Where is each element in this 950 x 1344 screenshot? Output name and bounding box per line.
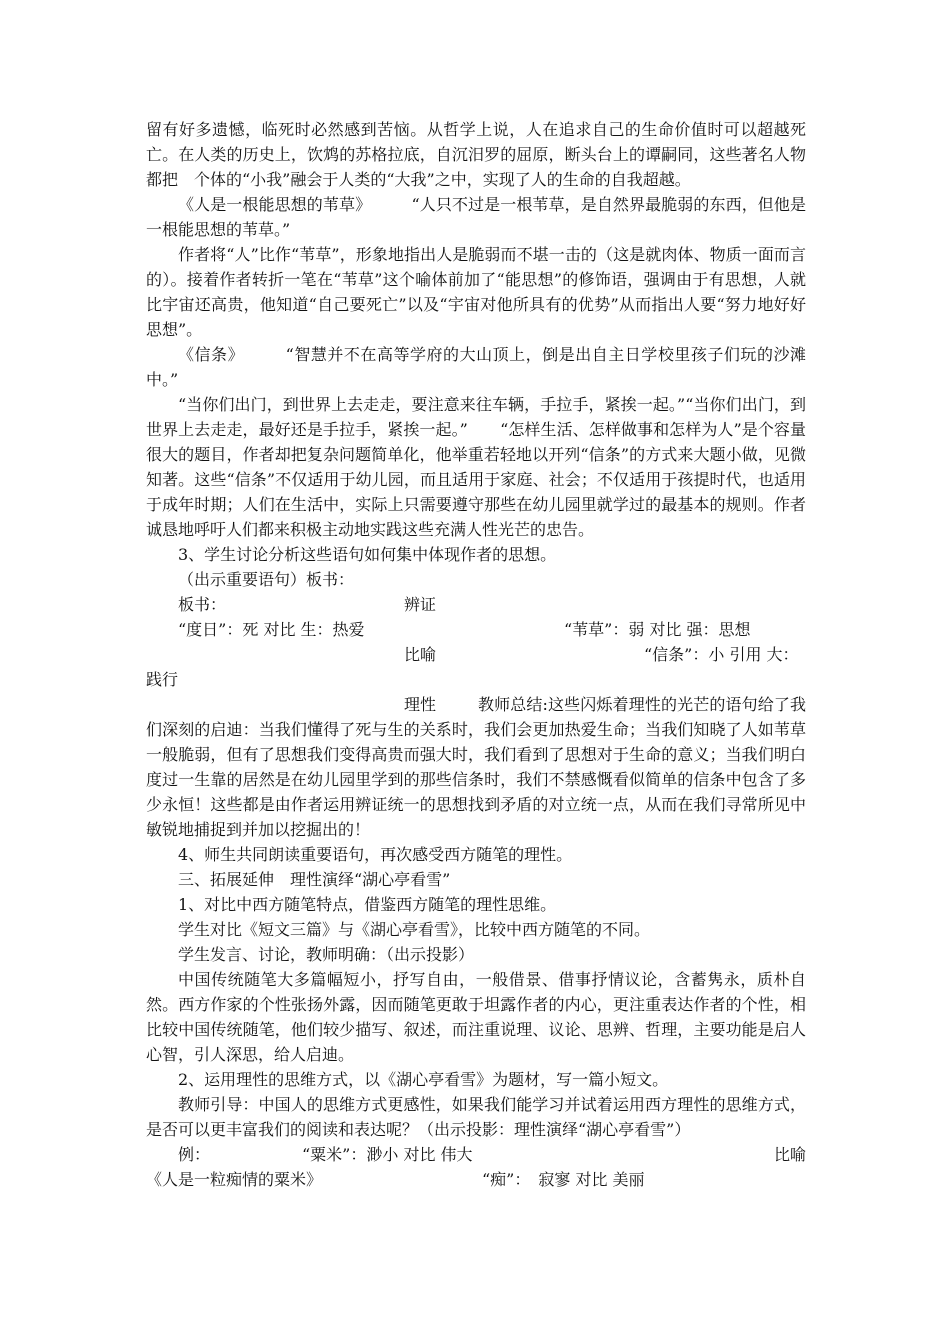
board-row-1	[146, 592, 806, 617]
board-label: 板书：	[178, 595, 227, 614]
blackboard-outline	[146, 592, 806, 717]
board-weicao: “苇草”：弱 对比 强：思想	[564, 620, 751, 639]
teacher-summary: 教师总结:这些闪烁着理性的光芒的语句给了我们深刻的启迪：当我们懂得了死与生的关系时，我们会更加热爱生命；当我们知晓了人如苇草一般脆弱，但有了思想我们变得高贵而强大时，我们看到了思想对于生命的意义；当我们明白度过一生靠的居然是在幼儿园里学到的那些信条时，我们不禁感慨看似简单的信条中包含了多少永恒！这些都是由作者运用辨证统一的思想找到矛盾的对立统一点，从而在我们寻常所见中敏锐地捕捉到并加以挖掘出的！	[146, 695, 806, 839]
board-row-2	[146, 617, 806, 642]
paragraph-death-transcendence: 留有好多遗憾，临死时必然感到苦恼。从哲学上说，人在追求自己的生命价值时可以超越死亡。在人类的历史上，饮鸩的苏格拉底，自沉汨罗的屈原，断头台上的谭嗣同，这些著名人物都把 个体的“小我”融会于人类的“大我”之中，实现了人的生命的自我超越。	[146, 120, 806, 189]
board-dusu: “度日”：死 对比 生：热爱	[178, 620, 365, 639]
board-metaphor: 比喻	[404, 645, 437, 664]
paragraph-reed-quote: 《人是一根能思想的苇草》 “人只不过是一根苇草，是自然界最脆弱的东西，但他是一根能思想的苇草。”	[146, 195, 806, 239]
paragraph-step-1: 1、对比中西方随笔特点，借鉴西方随笔的理性思维。	[178, 895, 557, 914]
paragraph-show-sentences: （出示重要语句）板书：	[178, 570, 355, 589]
board-rational: 理性	[404, 695, 437, 714]
example-chi: “痴”： 寂寥 对比 美丽	[482, 1170, 645, 1189]
document-body	[146, 117, 806, 1192]
board-xintiao: “信条”：小 引用 大：	[644, 645, 799, 664]
board-dialectic: 辨证	[404, 595, 437, 614]
example-row-2	[146, 1167, 806, 1192]
paragraph-credo-quote: 《信条》 “智慧并不在高等学府的大山顶上，倒是出自主日学校里孩子们玩的沙滩中。”	[146, 345, 806, 389]
example-outline	[146, 1142, 806, 1192]
example-sumi: “粟米”：渺小 对比 伟大	[302, 1145, 473, 1164]
paragraph-step-4: 4、师生共同朗读重要语句，再次感受西方随笔的理性。	[178, 845, 573, 864]
example-label: 例：	[178, 1145, 211, 1164]
paragraph-step-2: 2、运用理性的思维方式，以《湖心亭看雪》为题材，写一篇小短文。	[178, 1070, 669, 1089]
board-practice: 践行	[146, 670, 179, 689]
paragraph-compare: 学生对比《短文三篇》与《湖心亭看雪》，比较中西方随笔的不同。	[178, 920, 651, 939]
paragraph-credo-analysis: “当你们出门，到世界上去走走，要注意来往车辆，手拉手，紧挨一起。”“当你们出门，到世界上去走走，最好还是手拉手，紧挨一起。” “怎样生活、怎样做事和怎样为人”是个容量很大的题目，作者却把复杂问题简单化，他举重若轻地以开列“信条”的方式来大题小做，见微知著。这些“信条”不仅适用于幼儿园，而且适用于家庭、社会；不仅适用于孩提时代，也适用于成年时期；人们在生活中，实际上只需要遵守那些在幼儿园里就学过的最基本的规则。作者诚恳地呼吁人们都来积极主动地实践这些充满人性光芒的忠告。	[146, 395, 806, 539]
paragraph-essay-traits: 中国传统随笔大多篇幅短小，抒写自由，一般借景、借事抒情议论，含蓄隽永，质朴自然。西方作家的个性张扬外露，因而随笔更敢于坦露作者的内心，更注重表达作者的个性，相比较中国传统随笔，他们较少描写、叙述，而注重说理、议论、思辨、哲理，主要功能是启人心智，引人深思，给人启迪。	[146, 970, 806, 1064]
paragraph-teacher-guide: 教师引导：中国人的思维方式更感性，如果我们能学习并试着运用西方理性的思维方式，是否可以更丰富我们的阅读和表达呢？（出示投影：理性演绎“湖心亭看雪”）	[146, 1095, 806, 1139]
paragraph-discussion: 学生发言、讨论，教师明确：（出示投影）	[178, 945, 475, 964]
board-row-5	[146, 692, 806, 717]
section-heading-extension: 三、拓展延伸 理性演绎“湖心亭看雪”	[178, 870, 451, 889]
example-metaphor: 比喻	[774, 1145, 807, 1164]
example-row-1	[146, 1142, 806, 1167]
board-row-4	[146, 667, 806, 692]
example-title: 《人是一粒痴情的粟米》	[146, 1170, 323, 1189]
board-row-3	[146, 642, 806, 667]
paragraph-reed-analysis: 作者将“人”比作“苇草”，形象地指出人是脆弱而不堪一击的（这是就肉体、物质一面而言的）。接着作者转折一笔在“苇草”这个喻体前加了“能思想”的修饰语，强调由于有思想，人就比宇宙还高贵，他知道“自己要死亡”以及“宇宙对他所具有的优势”从而指出人要“努力地好好思想”。	[146, 245, 806, 339]
paragraph-step-3: 3、学生讨论分析这些语句如何集中体现作者的思想。	[178, 545, 557, 564]
